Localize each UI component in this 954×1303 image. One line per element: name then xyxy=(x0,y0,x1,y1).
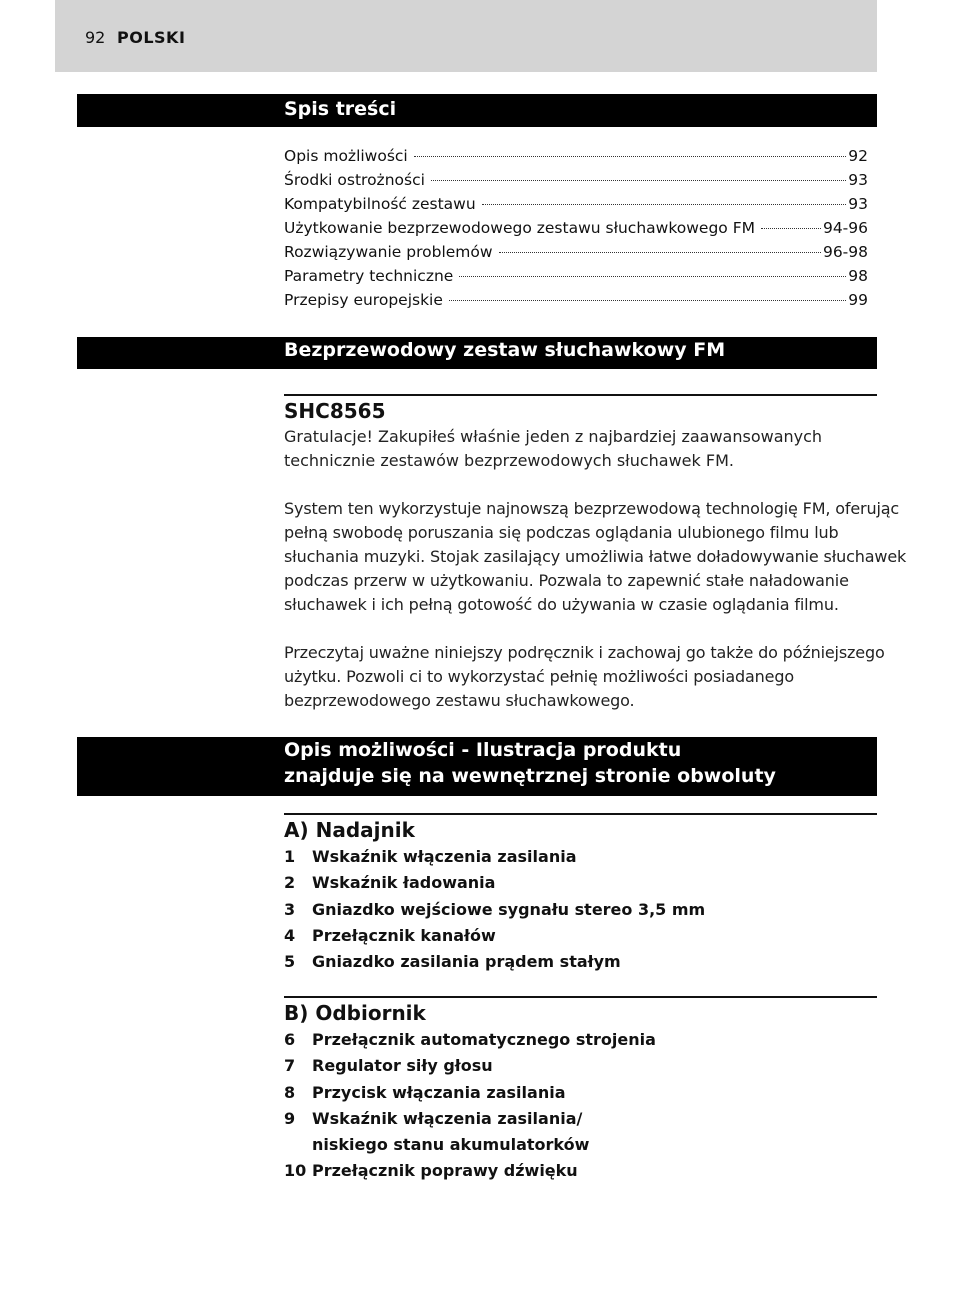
toc-leader-dots xyxy=(482,204,847,205)
item-number: 10 xyxy=(284,1161,307,1181)
toc-entry-label: Opis możliwości xyxy=(284,147,408,165)
receiver-heading: B) Odbiornik xyxy=(284,1001,426,1025)
list-item xyxy=(284,1132,877,1158)
toc-entry-page: 94-96 xyxy=(822,219,868,237)
toc-entry-page: 93 xyxy=(848,171,868,189)
item-label: Przycisk włączania zasilania xyxy=(312,1082,566,1102)
list-item xyxy=(284,844,877,870)
toc-entry-page: 98 xyxy=(848,267,868,285)
toc-entry-page: 99 xyxy=(848,291,868,309)
item-number: 3 xyxy=(284,899,296,919)
toc-entry-page: 93 xyxy=(848,195,868,213)
toc-entry-page: 96-98 xyxy=(822,243,868,261)
item-number: 1 xyxy=(284,847,296,866)
model-heading: SHC8565 xyxy=(284,399,386,423)
page-language: POLSKI xyxy=(117,28,186,47)
toc-leader-dots xyxy=(414,156,847,157)
toc-entry-label: Przepisy europejskie xyxy=(284,291,443,309)
paragraph-line: System ten wykorzystuje najnowszą bezprzewodową technologię FM, oferując xyxy=(284,499,900,518)
paragraph-line: Gratulacje! Zakupiłeś właśnie jeden z najbardziej zaawansowanych xyxy=(284,427,823,446)
toc-leader-dots xyxy=(459,276,846,277)
item-number: 9 xyxy=(284,1108,296,1128)
item-label: Wskaźnik włączenia zasilania xyxy=(312,847,577,866)
page-number: 92 xyxy=(85,28,106,47)
item-label: Przełącznik poprawy dźwięku xyxy=(312,1161,578,1181)
transmitter-heading: A) Nadajnik xyxy=(284,818,415,842)
toc-leader-dots xyxy=(431,180,846,181)
paragraph-line: użytku. Pozwoli ci to wykorzystać pełnię możliwości posiadanego xyxy=(284,667,794,686)
features-section-bar xyxy=(77,737,877,796)
features-title-line2: znajduje się na wewnętrznej stronie obwoluty xyxy=(284,765,776,787)
list-item xyxy=(284,897,877,923)
toc-entry[interactable] xyxy=(284,288,868,312)
paragraph-line: podczas przerw w użytkowaniu. Pozwala to zapewnić stałe naładowanie xyxy=(284,571,849,590)
toc-leader-dots xyxy=(499,252,821,253)
toc-entry-label: Kompatybilność zestawu xyxy=(284,195,476,213)
toc-leader-dots xyxy=(761,228,821,229)
toc-entry-label: Rozwiązywanie problemów xyxy=(284,243,493,261)
item-label: Wskaźnik ładowania xyxy=(312,873,496,893)
toc-entry[interactable] xyxy=(284,168,868,192)
toc-entry[interactable] xyxy=(284,240,868,264)
list-item xyxy=(284,1053,877,1079)
item-number: 4 xyxy=(284,925,296,945)
item-number xyxy=(284,1132,312,1158)
intro-section-bar xyxy=(77,337,877,369)
toc-entry-label: Użytkowanie bezprzewodowego zestawu słuchawkowego FM xyxy=(284,219,755,237)
list-item xyxy=(284,1027,877,1053)
toc-entry[interactable] xyxy=(284,144,868,168)
list-item xyxy=(284,870,877,896)
toc-entry[interactable] xyxy=(284,192,868,216)
toc-leader-dots xyxy=(449,300,846,301)
list-item xyxy=(284,923,877,949)
toc-entry[interactable] xyxy=(284,216,868,240)
intro-section-title: Bezprzewodowy zestaw słuchawkowy FM xyxy=(284,339,726,361)
item-number: 7 xyxy=(284,1056,296,1076)
toc-entry-label: Środki ostrożności xyxy=(284,171,425,189)
intro-paragraph-3 xyxy=(284,641,884,713)
features-title-line1: Opis możliwości - Ilustracja produktu xyxy=(284,739,682,761)
item-label: Przełącznik automatycznego strojenia xyxy=(312,1030,656,1049)
item-label: Wskaźnik włączenia zasilania/ xyxy=(312,1108,583,1128)
item-label: Regulator siły głosu xyxy=(312,1056,493,1076)
intro-paragraph-1 xyxy=(284,425,884,473)
paragraph-line: słuchawek i ich pełną gotowość do używania w czasie oglądania filmu. xyxy=(284,595,839,614)
item-label: Gniazdko zasilania prądem stałym xyxy=(312,952,621,972)
transmitter-parts-list xyxy=(284,844,877,975)
table-of-contents xyxy=(284,144,868,312)
item-number: 5 xyxy=(284,952,296,972)
toc-title-bar xyxy=(77,94,877,127)
list-item xyxy=(284,1158,877,1184)
divider xyxy=(284,996,877,998)
toc-entry[interactable] xyxy=(284,264,868,288)
item-number: 2 xyxy=(284,873,296,893)
paragraph-line: słuchania muzyki. Stojak zasilający umożliwia łatwe doładowywanie słuchawek xyxy=(284,547,907,566)
intro-paragraph-2 xyxy=(284,497,907,617)
divider xyxy=(284,813,877,815)
toc-title: Spis treści xyxy=(284,98,397,120)
paragraph-line: technicznie zestawów bezprzewodowych słuchawek FM. xyxy=(284,451,734,470)
item-number: 6 xyxy=(284,1030,296,1049)
item-label: niskiego stanu akumulatorków xyxy=(312,1135,590,1155)
paragraph-line: Przeczytaj uważne niniejszy podręcznik i zachowaj go także do późniejszego xyxy=(284,643,885,662)
paragraph-line: bezprzewodowego zestawu słuchawkowego. xyxy=(284,691,635,710)
receiver-parts-list xyxy=(284,1027,877,1185)
item-label: Gniazdko wejściowe sygnału stereo 3,5 mm xyxy=(312,899,706,919)
paragraph-line: pełną swobodę poruszania się podczas oglądania ulubionego filmu lub xyxy=(284,523,839,542)
item-label: Przełącznik kanałów xyxy=(312,925,496,945)
toc-entry-label: Parametry techniczne xyxy=(284,267,454,285)
list-item xyxy=(284,1080,877,1106)
divider xyxy=(284,394,877,396)
list-item xyxy=(284,949,877,975)
list-item xyxy=(284,1106,877,1132)
item-number: 8 xyxy=(284,1082,296,1102)
toc-entry-page: 92 xyxy=(848,147,868,165)
